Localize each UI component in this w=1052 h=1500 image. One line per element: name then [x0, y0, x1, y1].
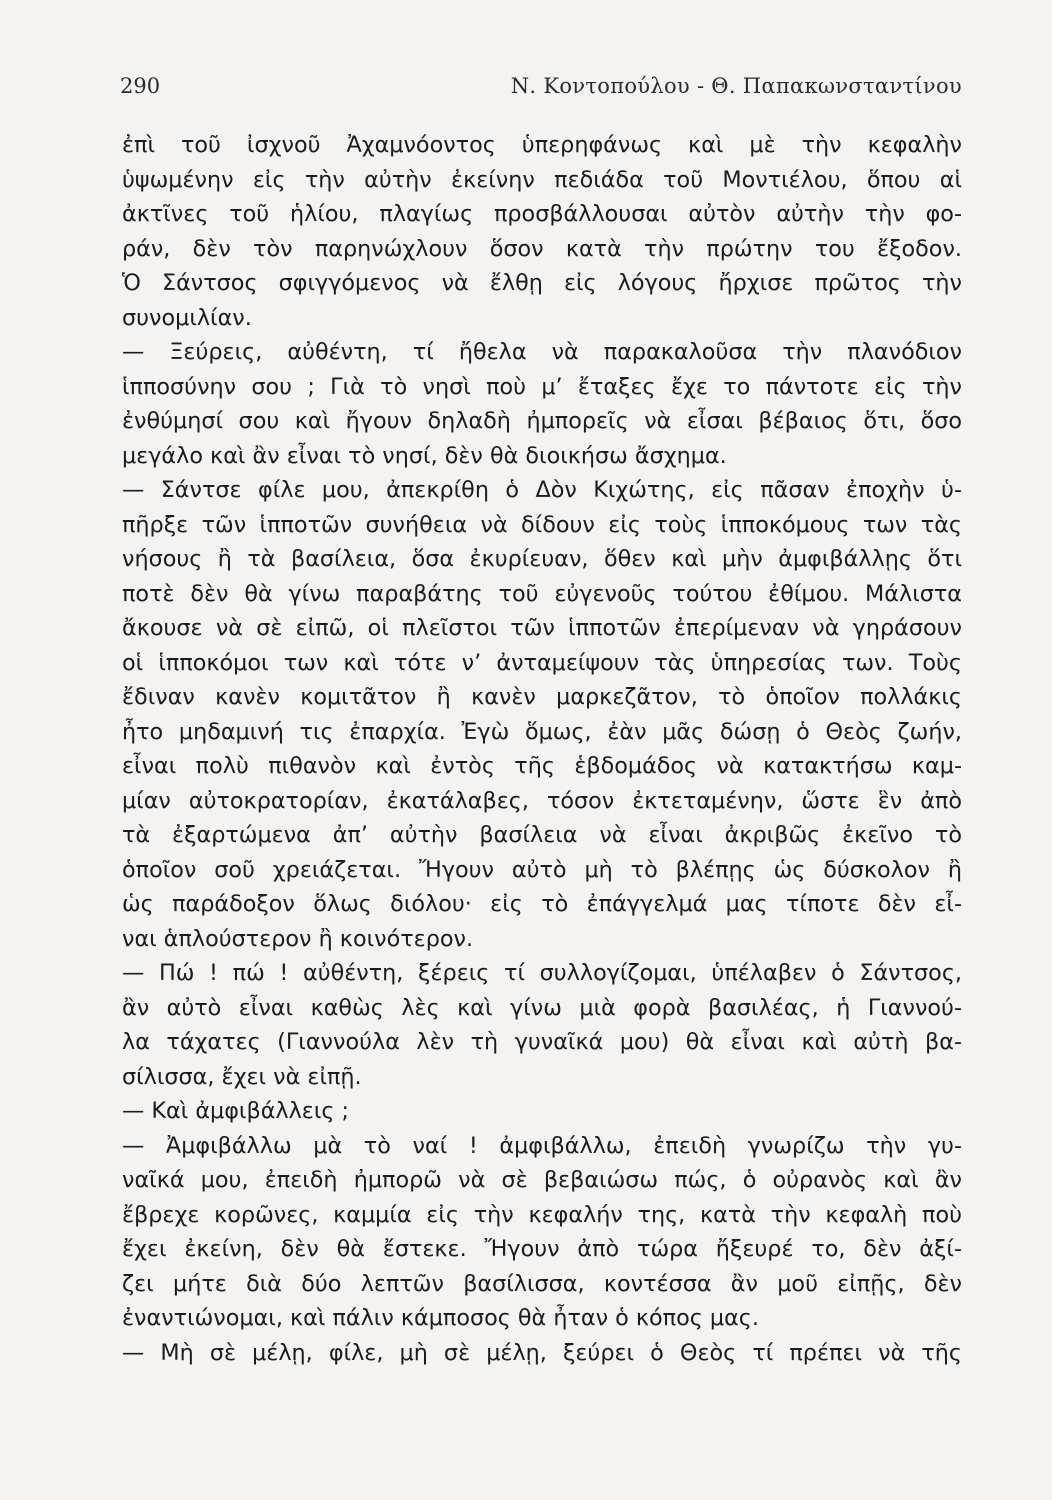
text-line: ἦτο μηδαμινή τις ἐπαρχία. Ἐγὼ ὅμως, ἐὰν μᾶς δώσῃ ὁ Θεὸς ζωήν, [122, 718, 962, 745]
text-line: ἔβρεχε κορῶνες, καμμία εἰς τὴν κεφαλήν της, κατὰ τὴν κεφαλὴ ποὺ [122, 1201, 962, 1228]
text-line: τὰ ἐξαρτώμενα ἀπ’ αὐτὴν βασίλεια νὰ εἶναι ἀκριβῶς ἐκεῖνο τὸ [122, 822, 962, 848]
text-line: — Ἀμφιβάλλω μὰ τὸ ναί ! ἀμφιβάλλω, ἐπειδὴ γνωρίζω τὴν γυ- [122, 1132, 962, 1159]
text-line: ὡς παράδοξον ὅλως διόλου· εἰς τὸ ἐπάγγελμά μας τίποτε δὲν εἶ- [122, 891, 962, 917]
text-line: ἔδιναν κανὲν κομιτᾶτον ἢ κανὲν μαρκεζᾶτον, τὸ ὁποῖον πολλάκις [122, 684, 962, 710]
text-line: — Μὴ σὲ μέλῃ, φίλε, μὴ σὲ μέλῃ, ξεύρει ὁ Θεὸς τί πρέπει νὰ τῆς [122, 1339, 962, 1366]
page-header [120, 66, 962, 106]
text-line: ναι ἁπλούστερον ἢ κοινότερον. [122, 925, 474, 952]
text-line: ἂν αὐτὸ εἶναι καθὼς λὲς καὶ γίνω μιὰ φορὰ βασιλέας, ἡ Γιαννού- [122, 994, 962, 1021]
text-line: ἐνθύμησί σου καὶ ἤγουν δηλαδὴ ἠμπορεῖς νὰ εἶσαι βέβαιος ὅτι, ὅσο [122, 408, 962, 434]
text-line: Ὁ Σάντσος σφιγγόμενος νὰ ἔλθῃ εἰς λόγους ἤρχισε πρῶτος τὴν [122, 270, 962, 296]
text-line: πῆρξε τῶν ἱπποτῶν συνήθεια νὰ δίδουν εἰς τοὺς ἱπποκόμους των τὰς [122, 511, 962, 538]
text-line: ὁποῖον σοῦ χρειάζεται. Ἤγουν αὐτὸ μὴ τὸ βλέπῃς ὡς δύσκολον ἢ [122, 856, 962, 883]
text-line: — Ξεύρεις, αὐθέντη, τί ἤθελα νὰ παρακαλοῦσα τὴν πλανόδιον [122, 339, 962, 365]
text-line: ἄκουσε νὰ σὲ εἰπῶ, οἱ πλεῖστοι τῶν ἱπποτῶν ἐπερίμεναν νὰ γηράσουν [122, 615, 962, 641]
text-line: μίαν αὐτοκρατορίαν, ἐκατάλαβες, τόσον ἐκτεταμένην, ὥστε ἓν ἀπὸ [122, 787, 962, 814]
text-line: μεγάλο καὶ ἂν εἶναι τὸ νησί, δὲν θὰ διοικήσω ἄσχημα. [122, 442, 727, 469]
text-line: νήσους ἢ τὰ βασίλεια, ὅσα ἐκυρίευαν, ὅθεν καὶ μὴν ἀμφιβάλλῃς ὅτι [122, 546, 962, 572]
text-line: ἔχει ἐκείνη, δὲν θὰ ἔστεκε. Ἤγουν ἀπὸ τώρα ἤξευρέ το, δὲν ἀξί- [122, 1236, 962, 1262]
text-line: ζει μήτε διὰ δύο λεπτῶν βασίλισσα, κοντέσσα ἂν μοῦ εἰπῇς, δὲν [122, 1270, 962, 1297]
text-line: ὑψωμένην εἰς τὴν αὐτὴν ἐκείνην πεδιάδα τοῦ Μοντιέλου, ὅπου αἱ [122, 166, 962, 193]
text-line: λα τάχατες (Γιαννούλα λὲν τὴ γυναῖκά μου) θὰ εἶναι καὶ αὐτὴ βα- [122, 1029, 962, 1055]
page-number: 290 [120, 74, 161, 98]
running-head: Ν. Κοντοπούλου - Θ. Παπακωνσταντίνου [510, 74, 962, 98]
text-line: ἱπποσύνην σου ; Γιὰ τὸ νησὶ ποὺ μ’ ἔταξες ἔχε το πάντοτε εἰς τὴν [122, 373, 962, 400]
text-line: εἶναι πολὺ πιθανὸν καὶ ἐντὸς τῆς ἑβδομάδος νὰ κατακτήσω καμ- [122, 753, 962, 779]
text-line: ναῖκά μου, ἐπειδὴ ἠμπορῶ νὰ σὲ βεβαιώσω πώς, ὁ οὐρανὸς καὶ ἂν [122, 1167, 962, 1193]
text-line: σίλισσα, ἔχει νὰ εἰπῇ. [122, 1063, 362, 1090]
text-line: — Πώ ! πώ ! αὐθέντη, ξέρεις τί συλλογίζομαι, ὑπέλαβεν ὁ Σάντσος, [122, 960, 962, 986]
text-line: οἱ ἱπποκόμοι των καὶ τότε ν’ ἀνταμείψουν τὰς ὑπηρεσίας των. Τοὺς [122, 649, 962, 676]
text-line: ἀκτῖνες τοῦ ἡλίου, πλαγίως προσβάλλουσαι αὐτὸν αὐτὴν τὴν φο- [122, 201, 962, 227]
text-line: — Σάντσε φίλε μου, ἀπεκρίθη ὁ Δὸν Κιχώτης, εἰς πᾶσαν ἐποχὴν ὑ- [122, 477, 962, 503]
text-line: ἐπὶ τοῦ ἰσχνοῦ Ἀχαμνόοντος ὑπερηφάνως καὶ μὲ τὴν κεφαλὴν [122, 132, 962, 158]
text-line: ἐναντιώνομαι, καὶ πάλιν κάμποσος θὰ ἦταν ὁ κόπος μας. [122, 1305, 759, 1331]
text-line: ποτὲ δὲν θὰ γίνω παραβάτης τοῦ εὐγενοῦς τούτου ἐθίμου. Μάλιστα [122, 580, 962, 607]
body-text [122, 128, 962, 1370]
text-line: συνομιλίαν. [122, 304, 252, 331]
text-line: — Καὶ ἀμφιβάλλεις ; [122, 1098, 350, 1124]
text-line: ράν, δὲν τὸν παρηνώχλουν ὅσον κατὰ τὴν πρώτην του ἔξοδον. [122, 235, 962, 262]
